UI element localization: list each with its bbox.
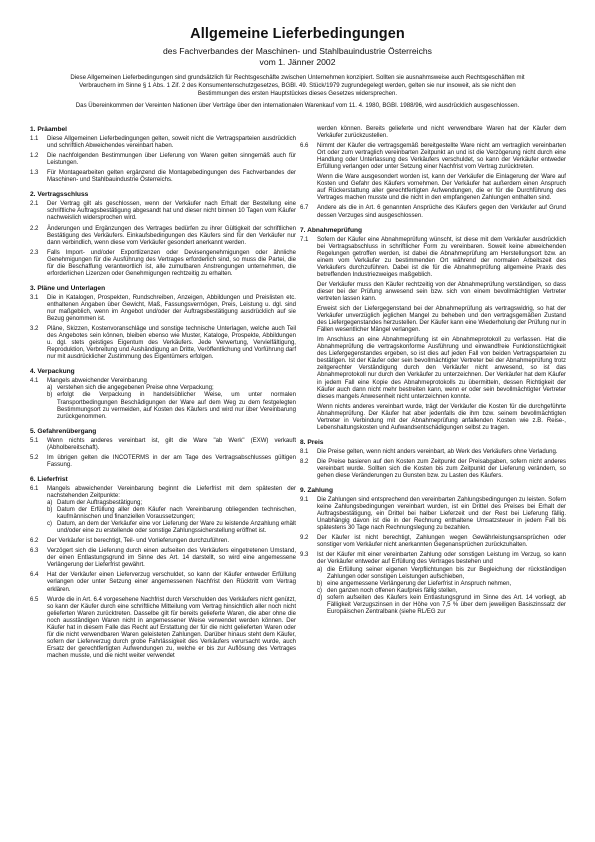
clause-number: 8.2	[300, 458, 309, 465]
clause	[300, 143, 566, 171]
clause	[30, 326, 296, 361]
clause	[300, 459, 566, 480]
sub-clause-label: a)	[47, 385, 53, 392]
clause-text: Die Zahlungen sind entsprechend den vereinbarten Zahlungsbedingungen zu leisten. Sofern keine Zahlungsbedingungen vereinbart wurden, ist ein Drittel des Preises bei Erhalt der Auftragsbestätigung, ein Drittel bei halber Lieferzeit und der Rest bei Lieferung fällig. Unabhängig davon ist die in der Rechnung enthaltene Umsatzsteuer in jedem Fall bis spätestens 30 Tage nach Rechnungslegung zu bezahlen.	[317, 497, 566, 532]
clause-number: 6.2	[30, 538, 39, 545]
clause-text: Ist der Käufer mit einer vereinbarten Zahlung oder sonstigen Leistung im Verzug, so kann der Verkäufer entweder auf Erfüllung des Vertrages bestehen und	[317, 552, 566, 566]
clause-number: 3.2	[30, 326, 39, 333]
clause-paragraph: Der Verkäufer muss den Käufer rechtzeitig von der Abnahmeprüfung verständigen, so dass dieser bei der Prüfung anwesend sein bzw. sich von einem bevollmächtigten Vertreter vertreten lassen kann.	[317, 281, 566, 302]
clause	[30, 438, 296, 452]
intro-line-3: Bestimmungen des ersten Hauptstückes dieses Gesetzes widersprechen.	[197, 90, 398, 97]
sub-clause	[47, 392, 296, 420]
sub-clause	[317, 581, 566, 588]
clause	[300, 449, 566, 456]
clause-number: 6.6	[300, 143, 309, 150]
clause	[30, 538, 296, 545]
sub-clause-text: Datum, an dem der Verkäufer eine vor Lieferung der Ware zu leistende Anzahlung erhält und/oder eine zu erstellende oder sonstige Zahlungssicherstellung eröffnet ist.	[57, 521, 296, 535]
clause-number: 9.1	[300, 497, 309, 504]
sub-clause-text: den ganzen noch offenen Kaufpreis fällig stellen,	[327, 587, 458, 594]
sub-clause	[317, 567, 566, 581]
clause-number: 6.7	[300, 205, 309, 212]
sub-clause-label: d)	[317, 594, 323, 601]
clause-text: Der Verkäufer ist berechtigt, Teil- und Vorlieferungen durchzuführen.	[47, 538, 230, 545]
section-heading: 1. Präambel	[30, 126, 68, 133]
clause-text: Pläne, Skizzen, Kostenvoranschläge und sonstige technische Unterlagen, welche auch Teil des Angebotes sein können, bleiben ebenso wie Muster, Kataloge, Prospekte, Abbildungen u. dgl. stets geistiges Eigentum des Verkäufers. Jede Verwertung, Vervielfältigung, Reproduktion, Verbreitung und Aushändigung an Dritte, Veröffentlichung und Vorführung darf nur mit ausdrücklicher Zustimmung des Eigentümers erfolgen.	[47, 326, 296, 361]
clause-text: Nimmt der Käufer die vertragsgemäß bereitgestellte Ware nicht am vertraglich vereinbarten Ort oder zum vertraglich vereinbarten Zeitpunkt an und ist die Verzögerung nicht durch eine Handlung oder Unterlassung des Verkäufers verschuldet, so kann der Verkäufer entweder Erfüllung verlangen oder unter Setzung einer Nachfrist vom Vertrag zurücktreten.	[317, 143, 566, 171]
clause-number: 1.3	[30, 170, 39, 177]
clause-number: 4.1	[30, 378, 39, 385]
section-heading: 3. Pläne und Unterlagen	[30, 284, 106, 292]
clause	[30, 486, 296, 500]
clause	[30, 548, 296, 569]
clause-sublist	[30, 385, 296, 420]
clause-text: Mangels abweichender Vereinbarung beginnt die Lieferfrist mit dem spätesten der nachstehenden Zeitpunkte:	[47, 485, 296, 499]
document-date: vom 1. Jänner 2002	[259, 57, 336, 67]
sub-clause	[317, 595, 566, 616]
sub-clause-label: a)	[317, 566, 323, 573]
section-heading: 8. Preis	[300, 438, 324, 446]
clause	[300, 552, 566, 566]
clause-text: Die in Katalogen, Prospekten, Rundschreiben, Anzeigen, Abbildungen und Preislisten etc. enthaltenen Angaben über Gewicht, Maß, Fassungsvermögen, Preis, Leistung u. dgl. sind nur maßgeblich, wenn im Angebot und/oder der Auftragsbestätigung ausdrücklich auf sie Bezug genommen ist.	[47, 294, 296, 323]
sub-clause-label: b)	[317, 580, 323, 587]
sub-clause-text: erfolgt die Verpackung in handelsüblicher Weise, um unter normalen Transportbedingungen Beschädigungen der Ware auf dem Weg zu dem festgelegten Bestimmungsort zu vermeiden, auf Kosten des Käufers und wird nur über Vereinbarung zurückgenommen.	[57, 392, 296, 420]
clause-text: Mangels abweichender Vereinbarung	[47, 378, 147, 385]
clause-text: Der Vertrag gilt als geschlossen, wenn der Verkäufer nach Erhalt der Bestellung eine schriftliche Auftragsbestätigung abgesandt hat und dieser nicht binnen 10 Tagen vom Käufer nachweislich widersprochen wird.	[47, 201, 296, 222]
sub-clause-text: Datum der Erfüllung aller dem Käufer nach Vereinbarung obliegenden technischen, kaufmännischen und finanziellen Voraussetzungen;	[57, 507, 296, 521]
clause	[30, 572, 296, 593]
clause	[30, 250, 296, 278]
clause	[30, 201, 296, 222]
clause-text: Die Preise gelten, wenn nicht anders vereinbart, ab Werk des Verkäufers ohne Verladung.	[317, 448, 558, 455]
clause-text: Für Montagearbeiten gelten ergänzend die Montagebedingungen des Fachverbandes der Maschinen- und Stahlbauindustrie Österreichs.	[47, 170, 296, 184]
clause-text: Sofern der Käufer eine Abnahmeprüfung wünscht, ist diese mit dem Verkäufer ausdrücklich bei Vertragsabschluss in schriftlicher Form zu vereinbaren. Soweit keine abweichenden Regelungen getroffen werden, ist dabei die Abnahmeprüfung am Herstellungsort bzw. an einem vom Verkäufer zu bestimmenden Ort während der normalen Arbeitszeit des Verkäufers durchzuführen. Dabei ist die für die Abnahmeprüfung allgemeine Praxis des betreffenden Industriezweiges maßgeblich.	[317, 236, 566, 278]
clause-text: Im übrigen gelten die INCOTERMS in der am Tage des Vertragsabschlusses gültigen Fassung.	[47, 454, 296, 468]
sub-clause-text: verstehen sich die angegebenen Preise ohne Verpackung;	[57, 385, 214, 392]
clause-text: Falls Import- und/oder Exportlizenzen oder Devisengenehmigungen oder ähnliche Genehmigungen für die Ausführung des Vertrages erforderlich sind, so muss die Partei, die für die Beschaffung verantwortlich ist, alle zumutbaren Anstrengungen unternehmen, die erforderlichen Lizenzen oder Genehmigungen rechtzeitig zu erhalten.	[47, 249, 296, 277]
intro-line-1: Diese Allgemeinen Lieferbedingungen sind grundsätzlich für Rechtsgeschäfte zwischen Unternehmen konzipiert. Sollten sie ausnahmsweise auch Rechtsgeschäften mit	[70, 74, 525, 81]
clause-sublist	[300, 567, 566, 616]
clause-number: 2.3	[30, 249, 39, 256]
clause-paragraph: Wenn nichts anderes vereinbart wurde, trägt der Verkäufer die Kosten für die durchgeführte Abnahmeprüfung. Der Käufer hat aber jedenfalls die ihm bzw. seinem bevollmächtigten Vertreter in Verbindung mit der Abnahmeprüfung anfallenden Kosten wie z.B. Reise-, Lebenshaltungskosten und Aufwandsentschädigungen selbst zu tragen.	[317, 403, 566, 431]
clause-sublist	[30, 500, 296, 535]
clause-text: Verzögert sich die Lieferung durch einen aufseiten des Verkäufers eingetretenen Umstand, der einen Entlastungsgrund im Sinne des Art. 14 darstellt, so wird eine angemessene Verlängerung der Lieferfrist gewährt.	[47, 548, 296, 569]
clause-text: Hat der Verkäufer einen Lieferverzug verschuldet, so kann der Käufer entweder Erfüllung verlangen oder unter Setzung einer angemessenen Nachfrist den Rücktritt vom Vertrag erklären.	[47, 572, 296, 593]
sub-clause	[47, 507, 296, 521]
clause-text: Andere als die in Art. 6 genannten Ansprüche des Käufers gegen den Verkäufer auf Grund dessen Verzuges sind ausgeschlossen.	[317, 205, 566, 219]
right-column	[300, 126, 566, 619]
clause-text: Diese Allgemeinen Lieferbedingungen gelten, soweit nicht die Vertragsparteien ausdrücklich und schriftlich Abweichendes vereinbart haben.	[47, 136, 296, 150]
clause-continuation: werden können. Bereits gelieferte und nicht verwendbare Waren hat der Käufer dem Verkäufer zurückzustellen.	[317, 126, 566, 140]
clause	[30, 136, 296, 150]
intro-cisg-note: Das Übereinkommen der Vereinten Nationen über Verträge über den internationalen Warenkauf vom 11. 4. 1980, BGBl. 1988/96, wird ausdrücklich ausgeschlossen.	[75, 102, 520, 109]
clause	[300, 237, 566, 279]
clause	[30, 378, 296, 385]
clause-number: 6.4	[30, 572, 39, 579]
clause-paragraph: Im Anschluss an eine Abnahmeprüfung ist ein Abnahmeprotokoll zu verfassen. Hat die Abnahmeprüfung die vertragskonforme Ausführung und einwandfreie Funktionstüchtigkeit des Liefergegenstandes ergeben, so ist dies auf jeden Fall von beiden Vertragsparteien zu bestätigen. Ist der Käufer oder sein bevollmächtigter Vertreter bei der Abnahmeprüfung trotz zeitgerechter Verständigung durch den Verkäufer nicht anwesend, so ist das Abnahmeprotokoll nur durch den Verkäufer zu unterzeichnen. Der Verkäufer hat dem Käufer in jedem Fall eine Kopie des Abnahmeprotokolls zu übermitteln, dessen Richtigkeit der Käufer auch dann nicht mehr bestreiten kann, wenn er oder sein bevollmächtigter Vertreter dieses mangels Anwesenheit nicht unterzeichnen konnte.	[317, 337, 566, 400]
sub-clause-label: b)	[47, 392, 53, 399]
document-title: Allgemeine Lieferbedingungen	[190, 26, 405, 42]
sub-clause-label: c)	[317, 587, 323, 594]
section-heading: 4. Verpackung	[30, 368, 75, 376]
clause-text: Änderungen und Ergänzungen des Vertrages bedürfen zu ihrer Gültigkeit der schriftlichen Bestätigung des Verkäufers. Einkaufsbedingungen des Käufers sind für den Verkäufer nur dann verbindlich, wenn diese vom Verkäufer gesondert anerkannt werden.	[47, 225, 296, 246]
clause	[30, 153, 296, 167]
clause	[30, 597, 296, 660]
clause-number: 7.1	[300, 236, 309, 243]
clause-paragraph: Wenn die Ware ausgesondert worden ist, kann der Verkäufer die Einlagerung der Ware auf Kosten und Gefahr des Käufers vornehmen. Der Verkäufer hat außerdem einen Anspruch auf Rückerstattung aller gerechtfertigten Aufwendungen, die er für die Durchführung des Vertrages machen musste und die nicht in den empfangenen Zahlungen enthalten sind.	[317, 174, 566, 202]
intro-line-2: Verbrauchern im Sinne § 1 Abs. 1 Zif. 2 des Konsumentenschutzgesetzes, BGBl. 49. Stück/1979 zugrundegelegt werden, gelten sie nur insoweit, als sie nicht den	[79, 82, 516, 89]
clause-number: 6.1	[30, 485, 39, 492]
sub-clause-label: b)	[47, 507, 53, 514]
clause	[30, 295, 296, 323]
clause	[300, 497, 566, 532]
clause-number: 5.1	[30, 437, 39, 444]
clause-number: 6.3	[30, 548, 39, 555]
document-subtitle: des Fachverbandes der Maschinen- und Stahlbauindustrie Österreichs	[163, 46, 432, 56]
clause-text: Die nachfolgenden Bestimmungen über Lieferung von Waren gelten sinngemäß auch für Leistungen.	[47, 153, 296, 167]
clause-paragraph: Erweist sich der Liefergegenstand bei der Abnahmeprüfung als vertragswidrig, so hat der Verkäufer unverzüglich jeglichen Mangel zu beheben und den vertragsgemäßen Zustand des Liefergegenstandes herzustellen. Der Käufer kann eine Wiederholung der Prüfung nur in Fällen wesentlicher Mängel verlangen.	[317, 306, 566, 334]
sub-clause-text: die Erfüllung seiner eigenen Verpflichtungen bis zur Begleichung der rückständigen Zahlungen oder sonstigen Leistungen aufschieben,	[327, 566, 566, 580]
section-heading: 5. Gefahrenübergang	[30, 427, 97, 435]
clause	[30, 455, 296, 469]
clause-text: Wenn nichts anderes vereinbart ist, gilt die Ware "ab Werk" (EXW) verkauft (Abholbereitschaft).	[47, 437, 296, 451]
sub-clause-text: Datum der Auftragsbestätigung;	[57, 500, 143, 507]
clause	[30, 226, 296, 247]
sub-clause-text: eine angemessene Verlängerung der Lieferfrist in Anspruch nehmen,	[327, 580, 512, 587]
left-column	[30, 126, 296, 663]
clause-number: 1.2	[30, 153, 39, 160]
clause-number: 2.1	[30, 201, 39, 208]
sub-clause	[47, 385, 296, 392]
clause-text: Der Käufer ist nicht berechtigt, Zahlungen wegen Gewährleistungsansprüchen oder sonstiger vom Verkäufer nicht anerkannten Gegenansprüchen zurückzuhalten.	[317, 535, 566, 549]
clause-number: 1.1	[30, 136, 39, 143]
sub-clause-label: a)	[47, 500, 53, 507]
sub-clause-label: c)	[47, 521, 53, 528]
clause-number: 2.2	[30, 225, 39, 232]
clause-number: 9.2	[300, 535, 309, 542]
sub-clause	[47, 500, 296, 507]
clause-number: 5.2	[30, 454, 39, 461]
section-heading: 9. Zahlung	[300, 487, 333, 495]
clause	[300, 535, 566, 549]
clause	[300, 205, 566, 219]
clause-text: Die Preise basieren auf den Kosten zum Zeitpunkt der Preisabgaben, sofern nicht anderes vereinbart wurde. Sollten sich die Kosten bis zum Zeitpunkt der Lieferung verändern, so gehen diese Veränderungen zu Gunsten bzw. zu Lasten des Käufers.	[317, 458, 566, 480]
clause-text: Wurde die in Art. 6.4 vorgesehene Nachfrist durch Verschulden des Verkäufers nicht genützt, so kann der Käufer durch eine schriftliche Mitteilung vom Vertrag hinsichtlich aller noch nicht gelieferten Waren zurücktreten. Dasselbe gilt für bereits gelieferte Waren, die aber ohne die noch ausständigen Waren nicht in angemessener Weise verwendet werden können. Der Käufer hat in diesem Falle das Recht auf Erstattung der für die nicht gelieferten Waren oder für die nicht verwendbaren Waren geleisteten Zahlungen. Darüber hinaus steht dem Käufer, sofern der Lieferverzug durch grobe Fahrlässigkeit des Verkäufers verursacht wurde, auch Ersatz der gerechtfertigten Aufwendungen zu, welche er bis zur Auflösung des Vertrages machen musste, und die nicht weiter verwendet	[47, 596, 296, 659]
clause	[30, 170, 296, 184]
clause-number: 8.1	[300, 448, 309, 455]
section-heading: 6. Lieferfrist	[30, 475, 68, 483]
sub-clause-text: sofern aufseiten des Käufers kein Entlastungsgrund im Sinne des Art. 14 vorliegt, ab Fälligkeit Verzugszinsen in der Höhe von 7,5 % über dem jeweiligen Basiszinssatz der Europäischen Zentralbank (siehe RL/EG zur	[327, 594, 566, 615]
clause-number: 6.5	[30, 596, 39, 603]
section-heading: 7. Abnahmeprüfung	[300, 226, 363, 234]
section-heading: 2. Vertragsschluss	[30, 191, 89, 199]
sub-clause	[47, 521, 296, 535]
sub-clause	[317, 588, 566, 595]
clause-number: 9.3	[300, 552, 309, 559]
clause-number: 3.1	[30, 294, 39, 301]
